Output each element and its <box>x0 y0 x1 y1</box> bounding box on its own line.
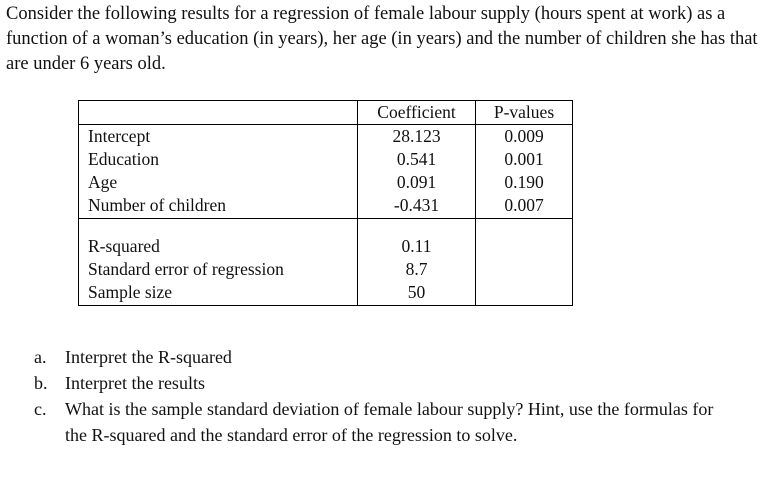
question-marker: c. <box>34 399 47 419</box>
question-item-c <box>34 396 734 448</box>
row-label-education: Education <box>88 149 159 169</box>
stat-label-sample-size: Sample size <box>88 282 173 302</box>
row-label-children: Number of children <box>88 195 227 215</box>
statistic-labels <box>79 235 358 306</box>
variable-labels <box>79 125 358 219</box>
stat-label-r-squared: R-squared <box>88 236 160 256</box>
question-item-b <box>34 370 734 396</box>
statistic-values <box>358 235 476 306</box>
coefficients-block <box>79 125 573 219</box>
question-text: What is the sample standard deviation of female labour supply? Hint, use the formulas for the R-squared and the standard error of the regression to solve. <box>65 399 714 445</box>
coef-intercept: 28.123 <box>392 126 441 146</box>
table-header-row <box>79 101 573 125</box>
table-spacer-row <box>79 219 573 236</box>
question-marker: b. <box>34 373 48 393</box>
header-coefficient: Coefficient <box>358 101 476 125</box>
fit-statistics-block <box>79 235 573 306</box>
p-intercept: 0.009 <box>504 126 544 146</box>
question-intro: Consider the following results for a regression of female labour supply (hours spent at work) as a function of a woman’s education (in years), her age (in years) and the number of children she has that are under 6 years old. <box>6 4 758 74</box>
p-age: 0.190 <box>504 172 544 192</box>
regression-results-table <box>78 100 573 306</box>
stat-se-regression: 8.7 <box>405 259 428 279</box>
question-text: Interpret the results <box>65 373 205 393</box>
p-value-values <box>476 125 573 219</box>
p-children: 0.007 <box>504 195 544 215</box>
coef-age: 0.091 <box>396 172 437 192</box>
header-p-values: P-values <box>476 101 573 125</box>
stat-r-squared: 0.11 <box>401 236 432 256</box>
row-label-intercept: Intercept <box>88 126 151 146</box>
question-list <box>34 344 734 448</box>
stat-label-se-regression: Standard error of regression <box>88 259 284 279</box>
row-label-age: Age <box>88 172 118 192</box>
coef-children: -0.431 <box>393 195 440 215</box>
question-item-a <box>34 344 734 370</box>
question-text: Interpret the R-squared <box>65 347 232 367</box>
header-blank <box>79 101 358 125</box>
coef-education: 0.541 <box>396 149 437 169</box>
question-marker: a. <box>34 347 47 367</box>
stat-sample-size: 50 <box>407 282 426 302</box>
coefficient-values <box>358 125 476 219</box>
p-education: 0.001 <box>504 149 544 169</box>
